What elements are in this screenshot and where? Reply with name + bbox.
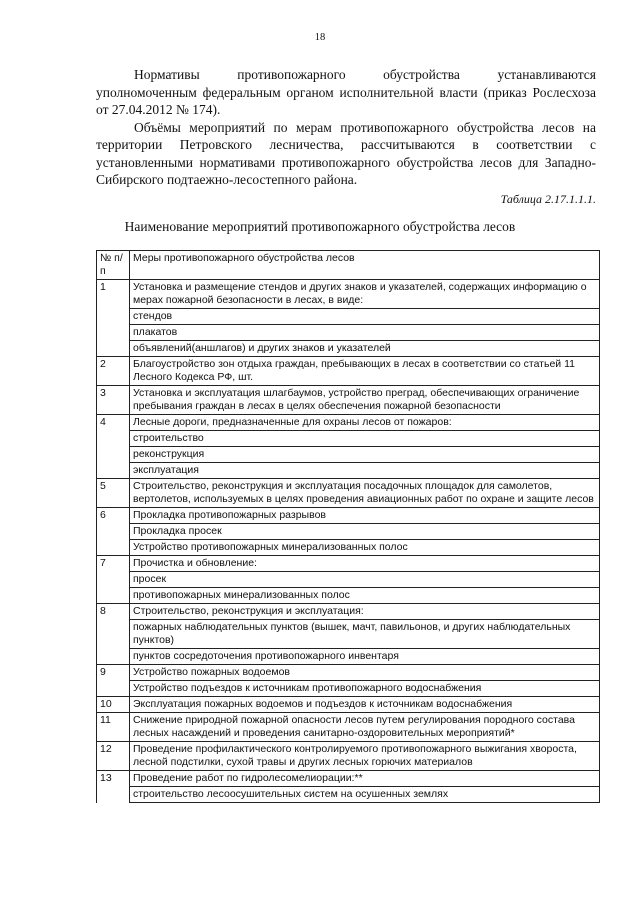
row-number [97,540,130,556]
row-measure: Установка и эксплуатация шлагбаумов, устройство преград, обеспечивающих ограничение пребывания граждан в лесах в целях обеспечения пожарной безопасности [130,386,600,415]
table-row [97,588,600,604]
row-measure: Прочистка и обновление: [130,556,600,572]
row-measure: Благоустройство зон отдыха граждан, пребывающих в лесах в соответствии со статьей 11 Лесного Кодекса РФ, шт. [130,357,600,386]
row-measure: Устройство противопожарных минерализованных полос [130,540,600,556]
row-measure: противопожарных минерализованных полос [130,588,600,604]
table-row [97,357,600,386]
table-body [97,251,600,803]
table-header-row [97,251,600,280]
table-row [97,771,600,787]
row-number: 10 [97,697,130,713]
table-row [97,604,600,620]
paragraph-normatives: Нормативы противопожарного обустройства устанавливаются уполномоченным федеральным органом исполнительной власти (приказ Рослесхоза от 27.04.2012 № 174). [96,67,596,117]
row-measure: просек [130,572,600,588]
table-row [97,280,600,309]
table-row [97,681,600,697]
table-row [97,697,600,713]
row-measure: строительство лесоосушительных систем на осушенных землях [130,787,600,803]
table-row [97,556,600,572]
row-number [97,309,130,325]
row-measure: стендов [130,309,600,325]
table-row [97,620,600,649]
row-number: 2 [97,357,130,386]
table-reference: Таблица 2.17.1.1.1. [500,192,596,206]
row-number [97,431,130,447]
row-measure: Прокладка просек [130,524,600,540]
row-number: 6 [97,508,130,524]
row-measure: Установка и размещение стендов и других знаков и указателей, содержащих информацию о мерах пожарной безопасности в лесах, в виде: [130,280,600,309]
row-number [97,463,130,479]
row-measure: реконструкция [130,447,600,463]
table-row [97,447,600,463]
table-row [97,463,600,479]
table-row [97,742,600,771]
row-number [97,588,130,604]
row-measure: Лесные дороги, предназначенные для охраны лесов от пожаров: [130,415,600,431]
row-number [97,649,130,665]
header-num: № п/п [97,251,130,280]
table-row [97,325,600,341]
row-number: 5 [97,479,130,508]
intro-text [96,66,596,189]
table-title: Наименование мероприятий противопожарного обустройства лесов [124,219,516,234]
row-number [97,447,130,463]
table-row [97,341,600,357]
row-number [97,787,130,803]
row-number: 9 [97,665,130,681]
row-measure: плакатов [130,325,600,341]
table-row [97,649,600,665]
table-row [97,787,600,803]
table-row [97,479,600,508]
row-measure: Строительство, реконструкция и эксплуатация посадочных площадок для самолетов, вертолетов, используемых в целях проведения авиационных работ по охране и защите лесов [130,479,600,508]
row-number [97,325,130,341]
table-row [97,386,600,415]
table-row [97,713,600,742]
row-measure: пунктов сосредоточения противопожарного инвентаря [130,649,600,665]
row-number: 12 [97,742,130,771]
row-number [97,341,130,357]
row-measure: строительство [130,431,600,447]
paragraph-volumes: Объёмы мероприятий по мерам противопожарного обустройства лесов на территории Петровского лесничества, рассчитываются в соответствии с установленными нормативами противопожарного обустройства лесов для Западно-Сибирского подтаежно-лесостепного района. [96,119,596,187]
row-number: 13 [97,771,130,787]
row-number [97,572,130,588]
row-measure: пожарных наблюдательных пунктов (вышек, мачт, павильонов, и других наблюдательных пунктов) [130,620,600,649]
row-number [97,681,130,697]
table-row [97,309,600,325]
header-measure: Меры противопожарного обустройства лесов [130,251,600,280]
fire-measures-table [96,250,600,803]
row-number: 3 [97,386,130,415]
row-number: 8 [97,604,130,620]
row-measure: Снижение природной пожарной опасности лесов путем регулирования породного состава лесных насаждений и проведения санитарно-оздоровительных мероприятий* [130,713,600,742]
row-measure: Устройство подъездов к источникам противопожарного водоснабжения [130,681,600,697]
table-row [97,508,600,524]
row-measure: Устройство пожарных водоемов [130,665,600,681]
row-measure: Прокладка противопожарных разрывов [130,508,600,524]
table-row [97,540,600,556]
table-row [97,415,600,431]
row-measure: Строительство, реконструкция и эксплуатация: [130,604,600,620]
row-number [97,620,130,649]
row-measure: Проведение работ по гидролесомелиорации:** [130,771,600,787]
row-number: 4 [97,415,130,431]
table-row [97,524,600,540]
table-row [97,431,600,447]
page-number: 18 [314,32,326,43]
row-number: 1 [97,280,130,309]
row-measure: Проведение профилактического контролируемого противопожарного выжигания хвороста, лесной подстилки, сухой травы и других лесных горючих материалов [130,742,600,771]
row-number: 11 [97,713,130,742]
row-number [97,524,130,540]
row-measure: Эксплуатация пожарных водоемов и подъездов к источникам водоснабжения [130,697,600,713]
row-number: 7 [97,556,130,572]
row-measure: объявлений(аншлагов) и других знаков и указателей [130,341,600,357]
table-row [97,572,600,588]
table-row [97,665,600,681]
row-measure: эксплуатация [130,463,600,479]
